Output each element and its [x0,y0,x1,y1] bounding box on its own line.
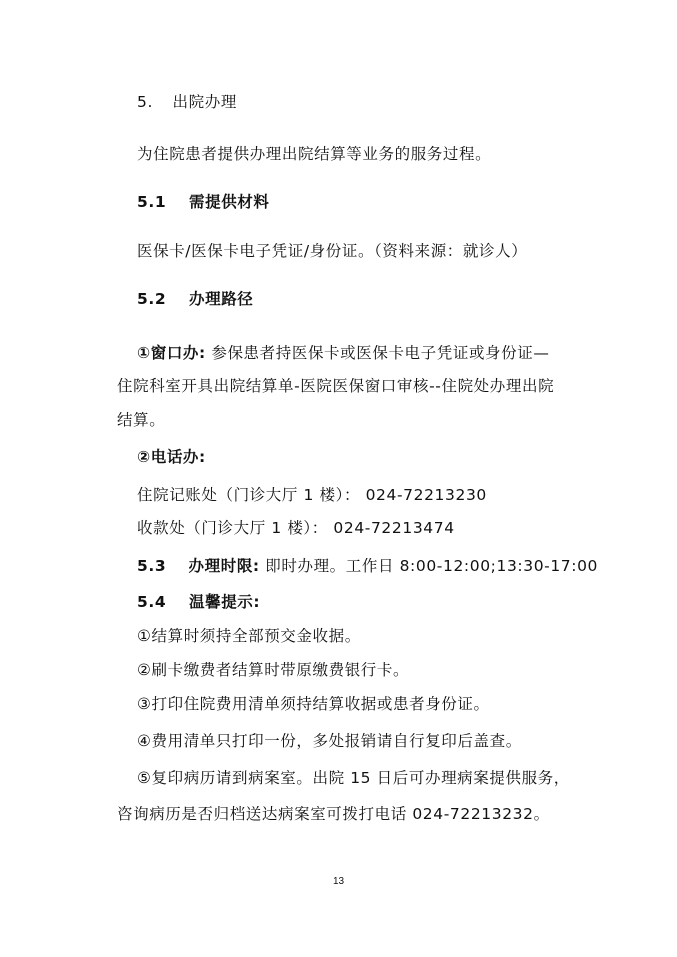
section-5-1-text: 医保卡/医保卡电子凭证/身份证。（资料来源：就诊人） [137,242,528,260]
section-5-3 [137,556,598,576]
tip-item: ⑤复印病历请到病案室。出院 15 日后可办理病案提供服务， [137,769,570,787]
section-title: 出院办理 [172,93,237,111]
window-service-line-1 [137,343,549,363]
window-service-line-3: 结算。 [117,411,166,429]
section-title: 需提供材料 [189,193,270,211]
section-5-4-heading [137,592,260,612]
phone-cashier: 收款处（门诊大厅 1 楼）： 024-72213474 [137,519,455,537]
tip-item: ③打印住院费用清单须持结算收据或患者身份证。 [137,695,490,713]
tip-item-continued: 咨询病历是否归档送达病案室可拨打电话 024-72213232。 [117,805,550,823]
section-5-intro: 为住院患者提供办理出院结算等业务的服务过程。 [137,145,492,163]
section-number: 5.2 [137,290,167,308]
phone-service-label: ②电话办: [137,448,206,466]
section-number: 5.4 [137,593,167,611]
section-number: 5. [137,93,153,111]
time-limit-text: 即时办理。工作日 8:00-12:00;13:30-17:00 [265,557,599,575]
section-number: 5.1 [137,193,167,211]
tip-item: ①结算时须持全部预交金收据。 [137,627,361,645]
section-5-1-heading [137,192,270,212]
section-number: 5.3 [137,557,167,575]
tip-item: ②刷卡缴费者结算时带原缴费银行卡。 [137,661,410,679]
tip-item: ④费用清单只打印一份，多处报销请自行复印后盖查。 [137,732,522,750]
window-service-line-2: 住院科室开具出院结算单-医院医保窗口审核--住院处办理出院 [117,377,555,395]
page-number: 13 [332,876,345,887]
section-5-2-heading [137,289,253,309]
window-service-text: 参保患者持医保卡或医保卡电子凭证或身份证— [211,344,550,362]
section-title: 办理路径 [189,290,254,308]
section-title: 办理时限: [188,557,260,575]
window-service-label: ①窗口办: [137,344,206,362]
phone-billing-office: 住院记账处（门诊大厅 1 楼）： 024-72213230 [137,486,487,504]
section-title: 温馨提示: [189,593,261,611]
section-5-heading [137,92,237,112]
